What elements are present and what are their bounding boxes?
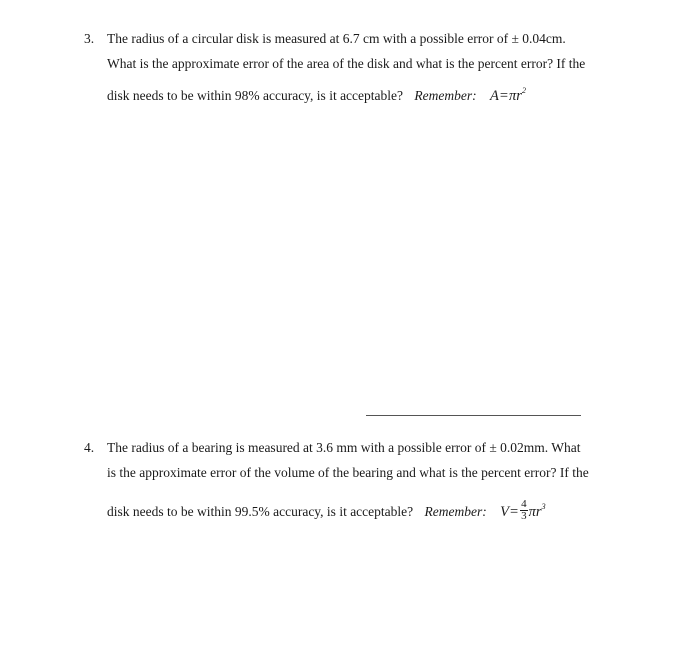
problem-number: 3. — [84, 31, 95, 46]
problem-text-line: The radius of a bearing is measured at 3.6 mm with a possible error of ± 0.02mm. What — [107, 440, 581, 455]
problem-text: disk needs to be within 99.5% accuracy, is it acceptable? — [107, 504, 414, 519]
problem-number: 4. — [84, 440, 95, 455]
formula-exponent: 3 — [541, 502, 546, 511]
formula-lhs: A — [490, 88, 499, 104]
area-formula — [490, 88, 526, 104]
fraction-denominator: 3 — [521, 510, 527, 523]
answer-line — [366, 415, 581, 416]
problem-text: disk needs to be within 98% accuracy, is it acceptable? — [107, 88, 404, 103]
fraction-numerator: 4 — [521, 498, 527, 511]
formula-rhs: πr — [528, 504, 542, 520]
problem-text-line-with-formula — [107, 499, 546, 524]
formula-rhs: πr — [509, 88, 522, 104]
formula-equals: = — [499, 88, 509, 104]
problem-text-line: What is the approximate error of the area of the disk and what is the percent error? If the — [107, 56, 586, 71]
problem-text-line: is the approximate error of the volume of the bearing and what is the percent error? If the — [107, 465, 589, 480]
formula-equals: = — [509, 504, 519, 520]
formula-fraction — [520, 499, 528, 522]
problem-text-line-with-formula — [107, 83, 526, 104]
problem-text-line: The radius of a circular disk is measured at 6.7 cm with a possible error of ± 0.04cm. — [107, 31, 566, 46]
formula-exponent: 2 — [521, 86, 526, 95]
remember-label: Remember: — [414, 88, 477, 103]
formula-lhs: V — [500, 504, 509, 520]
remember-label: Remember: — [424, 504, 487, 519]
volume-formula — [500, 498, 546, 523]
